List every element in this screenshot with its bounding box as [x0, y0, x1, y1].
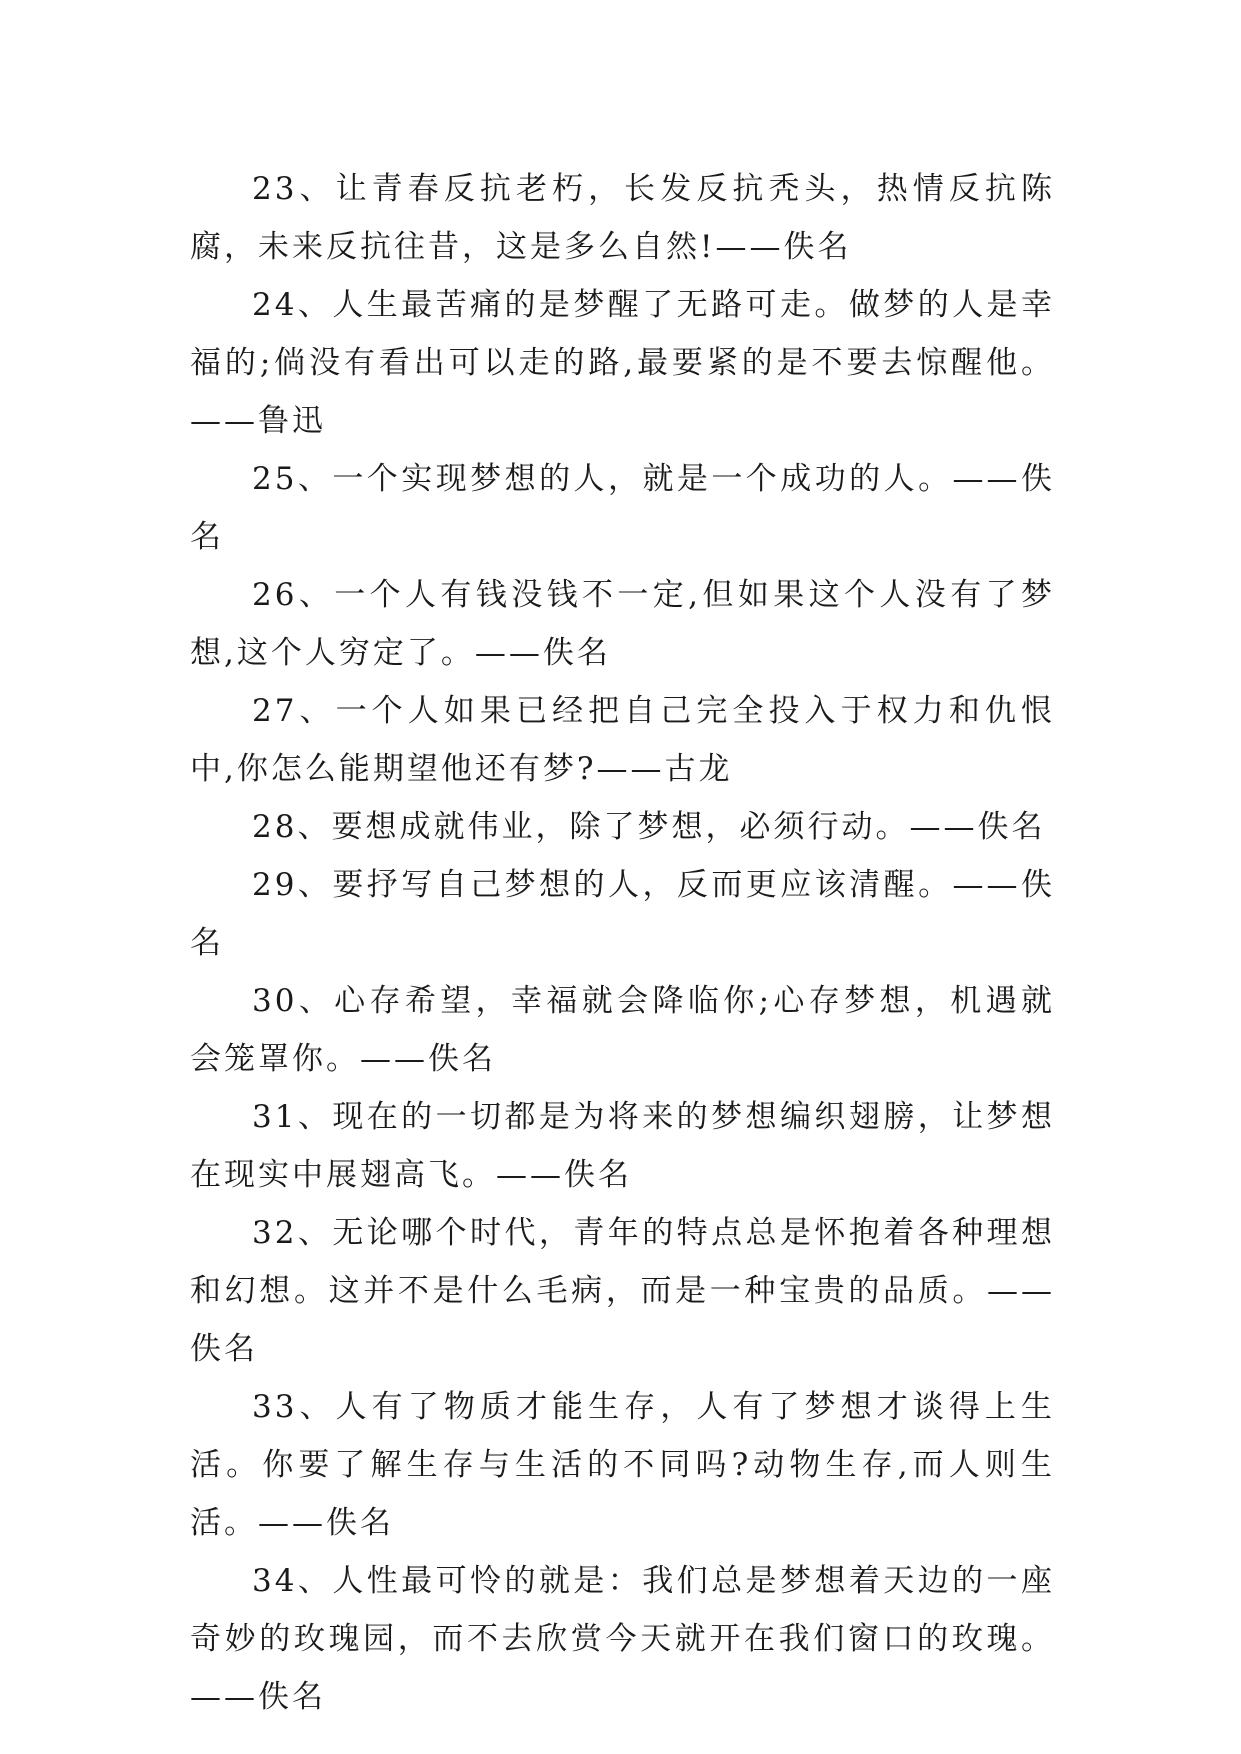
quote-paragraph-23: 23、让青春反抗老朽，长发反抗秃头，热情反抗陈腐，未来反抗往昔，这是多么自然!——佚名: [190, 171, 1055, 265]
quote-paragraph-26: 26、一个人有钱没钱不一定,但如果这个人没有了梦想,这个人穷定了。——佚名: [190, 577, 1055, 671]
quote-paragraph-30: 30、心存希望，幸福就会降临你;心存梦想，机遇就会笼罩你。——佚名: [190, 983, 1055, 1077]
document-body: [190, 160, 1055, 1726]
quote-paragraph-25: 25、一个实现梦想的人，就是一个成功的人。——佚名: [190, 461, 1055, 555]
quote-paragraph-28: 28、要想成就伟业，除了梦想，必须行动。——佚名: [252, 809, 1046, 845]
quote-paragraph-24: 24、人生最苦痛的是梦醒了无路可走。做梦的人是幸福的;倘没有看出可以走的路,最要紧的是不要去惊醒他。——鲁迅: [190, 287, 1055, 439]
quote-paragraph-29: 29、要抒写自己梦想的人，反而更应该清醒。——佚名: [190, 867, 1055, 961]
quote-paragraph-34: 34、人性最可怜的就是：我们总是梦想着天边的一座奇妙的玫瑰园，而不去欣赏今天就开在我们窗口的玫瑰。——佚名: [190, 1563, 1055, 1715]
quote-paragraph-33: 33、人有了物质才能生存，人有了梦想才谈得上生活。你要了解生存与生活的不同吗?动物生存,而人则生活。——佚名: [190, 1389, 1055, 1541]
quote-paragraph-31: 31、现在的一切都是为将来的梦想编织翅膀，让梦想在现实中展翅高飞。——佚名: [190, 1099, 1055, 1193]
quote-paragraph-27: 27、一个人如果已经把自己完全投入于权力和仇恨中,你怎么能期望他还有梦?——古龙: [190, 693, 1055, 787]
quote-paragraph-32: 32、无论哪个时代，青年的特点总是怀抱着各种理想和幻想。这并不是什么毛病，而是一种宝贵的品质。——佚名: [190, 1215, 1055, 1367]
